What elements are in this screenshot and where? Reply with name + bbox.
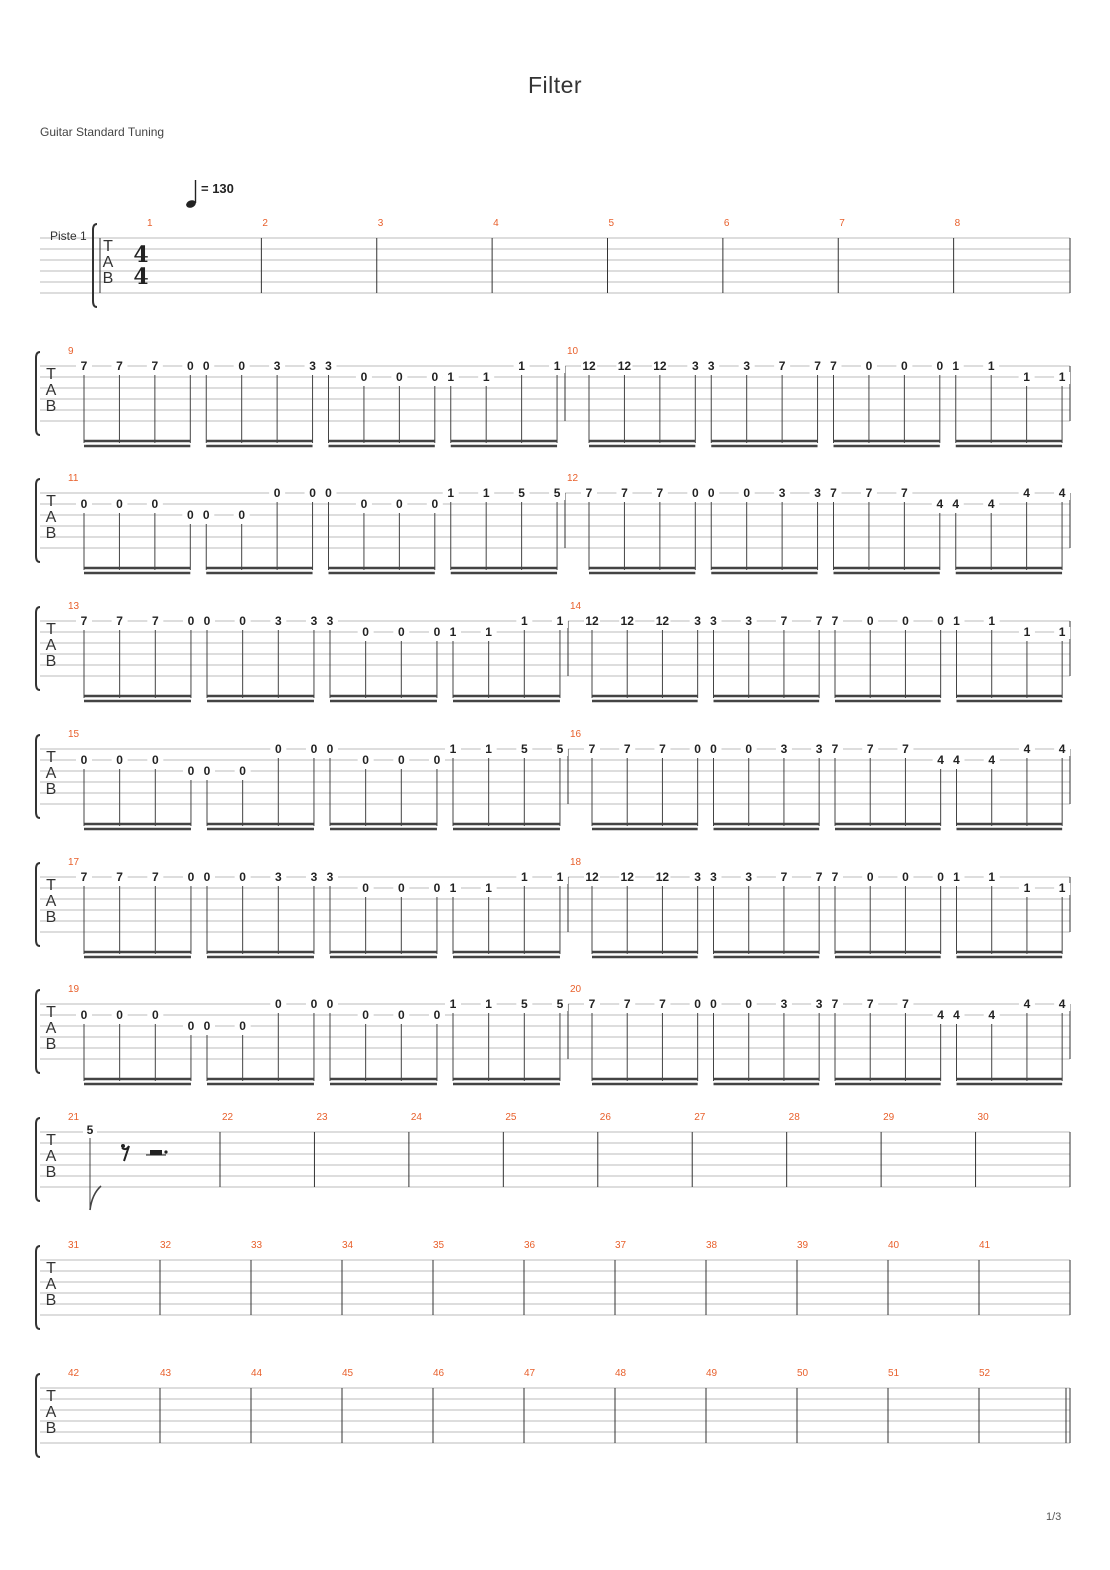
tab-letter-t: T [46,1260,56,1277]
bar-number: 36 [524,1240,536,1251]
bar-number: 27 [694,1112,706,1123]
fret-number: 4 [953,1008,960,1022]
fret-number: 7 [80,359,88,373]
fret-number: 12 [585,870,599,884]
fret-number: 7 [623,742,631,756]
fret-number: 0 [433,1008,441,1022]
bar-number: 15 [68,729,80,740]
tab-letter-b: B [102,270,114,287]
fret-number: 0 [187,1019,195,1033]
page-number: 1/3 [1046,1511,1062,1523]
bar-number: 14 [570,601,582,612]
fret-number: 3 [778,486,786,500]
fret-number: 7 [780,870,788,884]
fret-number: 0 [397,881,405,895]
fret-number: 0 [866,614,874,628]
fret-number: 7 [831,614,839,628]
fret-number: 1 [482,370,490,384]
bar-number: 33 [251,1240,263,1251]
fret-number: 3 [815,742,823,756]
fret-number: 0 [362,1008,369,1022]
fret-number: 5 [556,997,564,1011]
system-bracket [36,607,40,690]
fret-number: 5 [556,742,564,756]
fret-number: 7 [815,870,823,884]
fret-number: 3 [743,359,751,373]
fret-number: 1 [447,370,455,384]
fret-number: 0 [433,881,441,895]
bar-number: 35 [433,1240,445,1251]
half-rest-icon [150,1150,162,1155]
fret-number: 1 [1058,881,1066,895]
fret-number: 1 [447,486,455,500]
bar-number: 13 [68,601,80,612]
fret-number: 0 [80,1008,88,1022]
fret-number: 0 [431,497,439,511]
bar-number: 42 [68,1368,80,1379]
tab-letter-a: A [45,1404,57,1421]
fret-number: 0 [239,1019,246,1033]
fret-number: 0 [396,370,403,384]
fret-number: 7 [866,997,874,1011]
bar-number: 21 [68,1112,80,1123]
bar-number: 11 [68,473,79,484]
fret-number: 3 [309,359,316,373]
bar-number: 17 [68,857,80,868]
fret-number: 0 [397,625,405,639]
bar-number: 48 [615,1368,627,1379]
bar-number: 1 [147,218,153,229]
fret-number: 12 [655,614,670,628]
fret-number: 0 [937,870,944,884]
bar-number: 6 [723,218,730,229]
fret-number: 4 [937,1008,944,1022]
time-signature-bottom: 4 [133,264,149,290]
fret-number: 0 [202,508,210,522]
fret-number: 7 [585,486,593,500]
fret-number: 3 [274,870,282,884]
tab-letter-b: B [45,653,57,670]
fret-number: 4 [1058,997,1066,1011]
fret-number: 0 [187,870,195,884]
system-bracket [36,479,40,562]
tab-letter-a: A [45,1148,57,1165]
fret-number: 4 [988,753,996,767]
fret-number: 7 [80,614,88,628]
bar-number: 45 [342,1368,354,1379]
note-flag [90,1186,101,1210]
fret-number: 3 [691,359,699,373]
fret-number: 0 [116,753,123,767]
bar-number: 29 [883,1112,895,1123]
fret-number: 3 [745,614,753,628]
fret-number: 1 [953,870,960,884]
bar-number: 47 [524,1368,536,1379]
fret-number: 3 [326,614,334,628]
fret-number: 0 [362,625,369,639]
tab-letter-a: A [45,1276,57,1293]
bar-number: 5 [608,218,615,229]
fret-number: 0 [80,497,88,511]
tab-letter-a: A [45,509,57,526]
fret-number: 1 [952,359,960,373]
fret-number: 3 [310,614,318,628]
fret-number: 1 [485,625,492,639]
fret-number: 1 [449,997,457,1011]
bar-number: 34 [342,1240,354,1251]
bar-number: 32 [160,1240,172,1251]
fret-number: 4 [937,753,944,767]
fret-number: 0 [310,742,318,756]
fret-number: 7 [588,997,596,1011]
bar-number: 30 [977,1112,989,1123]
fret-number: 7 [831,997,839,1011]
fret-number: 12 [585,614,599,628]
bar-number: 9 [68,346,74,357]
bar-number: 3 [377,218,384,229]
fret-number: 7 [151,614,159,628]
fret-number: 0 [274,997,282,1011]
bar-number: 4 [493,218,499,229]
bar-number: 24 [410,1112,423,1123]
fret-number: 4 [1058,486,1066,500]
fret-number: 7 [830,359,837,373]
tab-letter-a: A [45,893,57,910]
fret-number: 0 [325,486,332,500]
song-title: Filter [527,72,583,98]
bar-number: 52 [979,1368,991,1379]
fret-number: 3 [273,359,281,373]
fret-number: 7 [831,870,839,884]
fret-number: 7 [902,997,909,1011]
fret-number: 3 [694,614,701,628]
bar-number: 12 [567,473,579,484]
tab-letter-t: T [46,1004,56,1021]
fret-number: 12 [620,614,634,628]
tab-letter-b: B [45,1036,57,1053]
bar-number: 44 [251,1368,263,1379]
fret-number: 1 [556,870,564,884]
fret-number: 0 [187,764,195,778]
fret-number: 7 [866,742,874,756]
bar-number: 16 [570,729,582,740]
fret-number: 0 [274,742,282,756]
fret-number: 0 [151,497,159,511]
fret-number: 4 [952,497,960,511]
fret-number: 7 [659,742,666,756]
tuning-label: Guitar Standard Tuning [40,125,165,139]
fret-number: 1 [520,870,528,884]
fret-number: 7 [865,486,873,500]
fret-number: 0 [433,625,441,639]
fret-number: 7 [116,359,123,373]
fret-number: 1 [485,742,492,756]
fret-number: 12 [653,359,667,373]
fret-number: 4 [953,753,960,767]
bar-number: 39 [797,1240,809,1251]
bar-number: 10 [567,346,579,357]
fret-number: 1 [485,881,492,895]
fret-number: 0 [902,614,909,628]
fret-number: 0 [360,370,368,384]
tab-letter-a: A [45,765,57,782]
fret-number: 1 [987,359,995,373]
fret-number: 1 [449,881,457,895]
fret-number: 0 [707,486,715,500]
fret-number: 0 [151,1008,159,1022]
fret-number: 4 [987,497,995,511]
fret-number: 0 [694,997,701,1011]
fret-number: 1 [1023,370,1030,384]
fret-number: 3 [707,359,715,373]
fret-number: 0 [273,486,281,500]
fret-number: 4 [1058,742,1066,756]
fret-number: 7 [901,486,908,500]
fret-number: 0 [694,742,701,756]
fret-number: 3 [326,870,334,884]
fret-number: 0 [902,870,909,884]
bar-number: 20 [570,984,582,995]
fret-number: 7 [778,359,786,373]
fret-number: 7 [151,359,159,373]
tempo-value: = 130 [201,181,234,196]
bar-number: 25 [505,1112,517,1123]
fret-number: 0 [901,359,908,373]
fret-number: 0 [433,753,441,767]
fret-number: 0 [239,870,246,884]
fret-number: 1 [953,614,960,628]
fret-number: 5 [518,486,525,500]
fret-number: 0 [326,742,334,756]
fret-number: 0 [362,753,369,767]
system-bracket [36,863,40,946]
system-bracket [36,990,40,1073]
fret-number: 0 [710,997,717,1011]
tab-letter-t: T [103,238,113,255]
fret-number: 0 [202,359,210,373]
bar-number: 19 [68,984,80,995]
fret-number: 3 [815,997,823,1011]
fret-number: 0 [710,742,717,756]
fret-number: 7 [902,742,909,756]
fret-number: 0 [239,614,246,628]
fret-number: 0 [238,359,246,373]
system-bracket [36,1374,40,1457]
fret-number: 0 [326,997,334,1011]
fret-number: 1 [485,997,492,1011]
tab-letter-t: T [46,621,56,638]
fret-number: 12 [655,870,670,884]
bar-number: 23 [316,1112,328,1123]
fret-number: 0 [360,497,368,511]
fret-number: 0 [397,1008,405,1022]
bar-number: 31 [68,1240,80,1251]
fret-number: 5 [520,742,528,756]
tab-letter-t: T [46,749,56,766]
fret-number: 7 [151,870,159,884]
bar-number: 46 [433,1368,445,1379]
bar-number: 7 [839,218,845,229]
fret-number: 0 [203,764,211,778]
fret-number: 0 [865,359,873,373]
fret-number: 1 [1058,370,1066,384]
bar-number: 51 [888,1368,900,1379]
fret-number: 7 [656,486,664,500]
fret-number: 1 [449,625,457,639]
bar-number: 49 [706,1368,718,1379]
bar-number: 26 [599,1112,611,1123]
tab-letter-b: B [45,1292,57,1309]
fret-number: 0 [745,742,753,756]
fret-number: 3 [780,742,788,756]
tab-letter-b: B [45,781,57,798]
fret-number: 0 [936,359,944,373]
tab-letter-b: B [45,525,57,542]
fret-number: 0 [186,359,194,373]
fret-number: 3 [325,359,332,373]
bar-number: 2 [262,218,268,229]
fret-number: 0 [397,753,405,767]
system-bracket [36,1246,40,1329]
fret-number: 3 [710,870,717,884]
fret-number: 7 [588,742,596,756]
tab-letter-a: A [102,254,114,271]
fret-number: 7 [116,614,123,628]
fret-number: 1 [553,359,561,373]
tab-letter-a: A [45,1020,57,1037]
fret-number: 7 [830,486,837,500]
fret-number: 7 [80,870,88,884]
fret-number: 3 [745,870,753,884]
fret-number: 1 [988,614,996,628]
fret-number: 1 [1058,625,1066,639]
fret-number: 1 [556,614,564,628]
tab-letter-b: B [45,1420,57,1437]
bar-number: 40 [888,1240,900,1251]
tab-letter-b: B [45,398,57,415]
system-bracket [36,352,40,435]
fret-number: 0 [362,881,369,895]
fret-number: 0 [745,997,753,1011]
fret-number: 12 [582,359,596,373]
fret-number: 0 [396,497,403,511]
fret-number: 0 [203,1019,211,1033]
fret-number: 7 [815,614,823,628]
bar-number: 37 [615,1240,627,1251]
tab-letter-b: B [45,1164,57,1181]
bar-number: 18 [570,857,582,868]
fret-number: 0 [116,1008,123,1022]
fret-number: 1 [1023,625,1031,639]
fret-number: 3 [814,486,821,500]
bar-number: 41 [979,1240,991,1251]
bar-number: 22 [222,1112,234,1123]
fret-number: 7 [831,742,839,756]
fret-number: 1 [482,486,490,500]
fret-number: 1 [988,870,996,884]
fret-number: 5 [520,997,528,1011]
fret-number: 1 [518,359,525,373]
bar-number: 38 [706,1240,718,1251]
bar-number: 28 [788,1112,800,1123]
bar-number: 8 [954,218,961,229]
fret-number: 3 [710,614,717,628]
fret-number: 0 [239,764,246,778]
fret-number: 1 [1023,881,1031,895]
bar-number: 43 [160,1368,172,1379]
eighth-rest-dot [121,1144,125,1148]
fret-number: 7 [814,359,821,373]
fret-number: 7 [116,870,123,884]
tab-letter-t: T [46,877,56,894]
fret-number: 7 [780,614,788,628]
fret-number: 0 [866,870,874,884]
tab-letter-a: A [45,637,57,654]
fret-number: 4 [1023,742,1031,756]
tab-letter-t: T [46,366,56,383]
fret-number: 0 [186,508,194,522]
fret-number: 0 [80,753,88,767]
fret-number: 3 [274,614,282,628]
tab-letter-t: T [46,493,56,510]
fret-number: 0 [116,497,123,511]
fret-number: 3 [694,870,701,884]
fret-number: 12 [617,359,632,373]
time-signature-top: 4 [133,242,149,268]
fret-number: 5 [553,486,561,500]
fret-number: 4 [1023,997,1031,1011]
bar-number: 50 [797,1368,809,1379]
fret-number: 1 [520,614,528,628]
fret-number: 0 [238,508,246,522]
fret-number: 0 [309,486,316,500]
system-bracket [36,735,40,818]
tab-letter-t: T [46,1132,56,1149]
system-bracket [93,224,97,307]
tab-letter-a: A [45,382,57,399]
fret-number: 5 [86,1123,94,1137]
fret-number: 0 [431,370,439,384]
fret-number: 0 [691,486,699,500]
fret-number: 12 [620,870,634,884]
track-name: Piste 1 [50,229,87,243]
fret-number: 4 [988,1008,996,1022]
fret-number: 0 [151,753,159,767]
fret-number: 0 [187,614,195,628]
fret-number: 7 [659,997,666,1011]
fret-number: 7 [623,997,631,1011]
fret-number: 7 [621,486,628,500]
fret-number: 1 [449,742,457,756]
tab-letter-t: T [46,1388,56,1405]
rest-dot [164,1150,167,1153]
fret-number: 0 [937,614,944,628]
fret-number: 4 [1023,486,1030,500]
fret-number: 3 [780,997,788,1011]
tab-letter-b: B [45,909,57,926]
fret-number: 4 [936,497,944,511]
fret-number: 3 [310,870,318,884]
fret-number: 0 [203,614,211,628]
fret-number: 0 [310,997,318,1011]
system-bracket [36,1118,40,1201]
fret-number: 0 [203,870,211,884]
fret-number: 0 [743,486,751,500]
